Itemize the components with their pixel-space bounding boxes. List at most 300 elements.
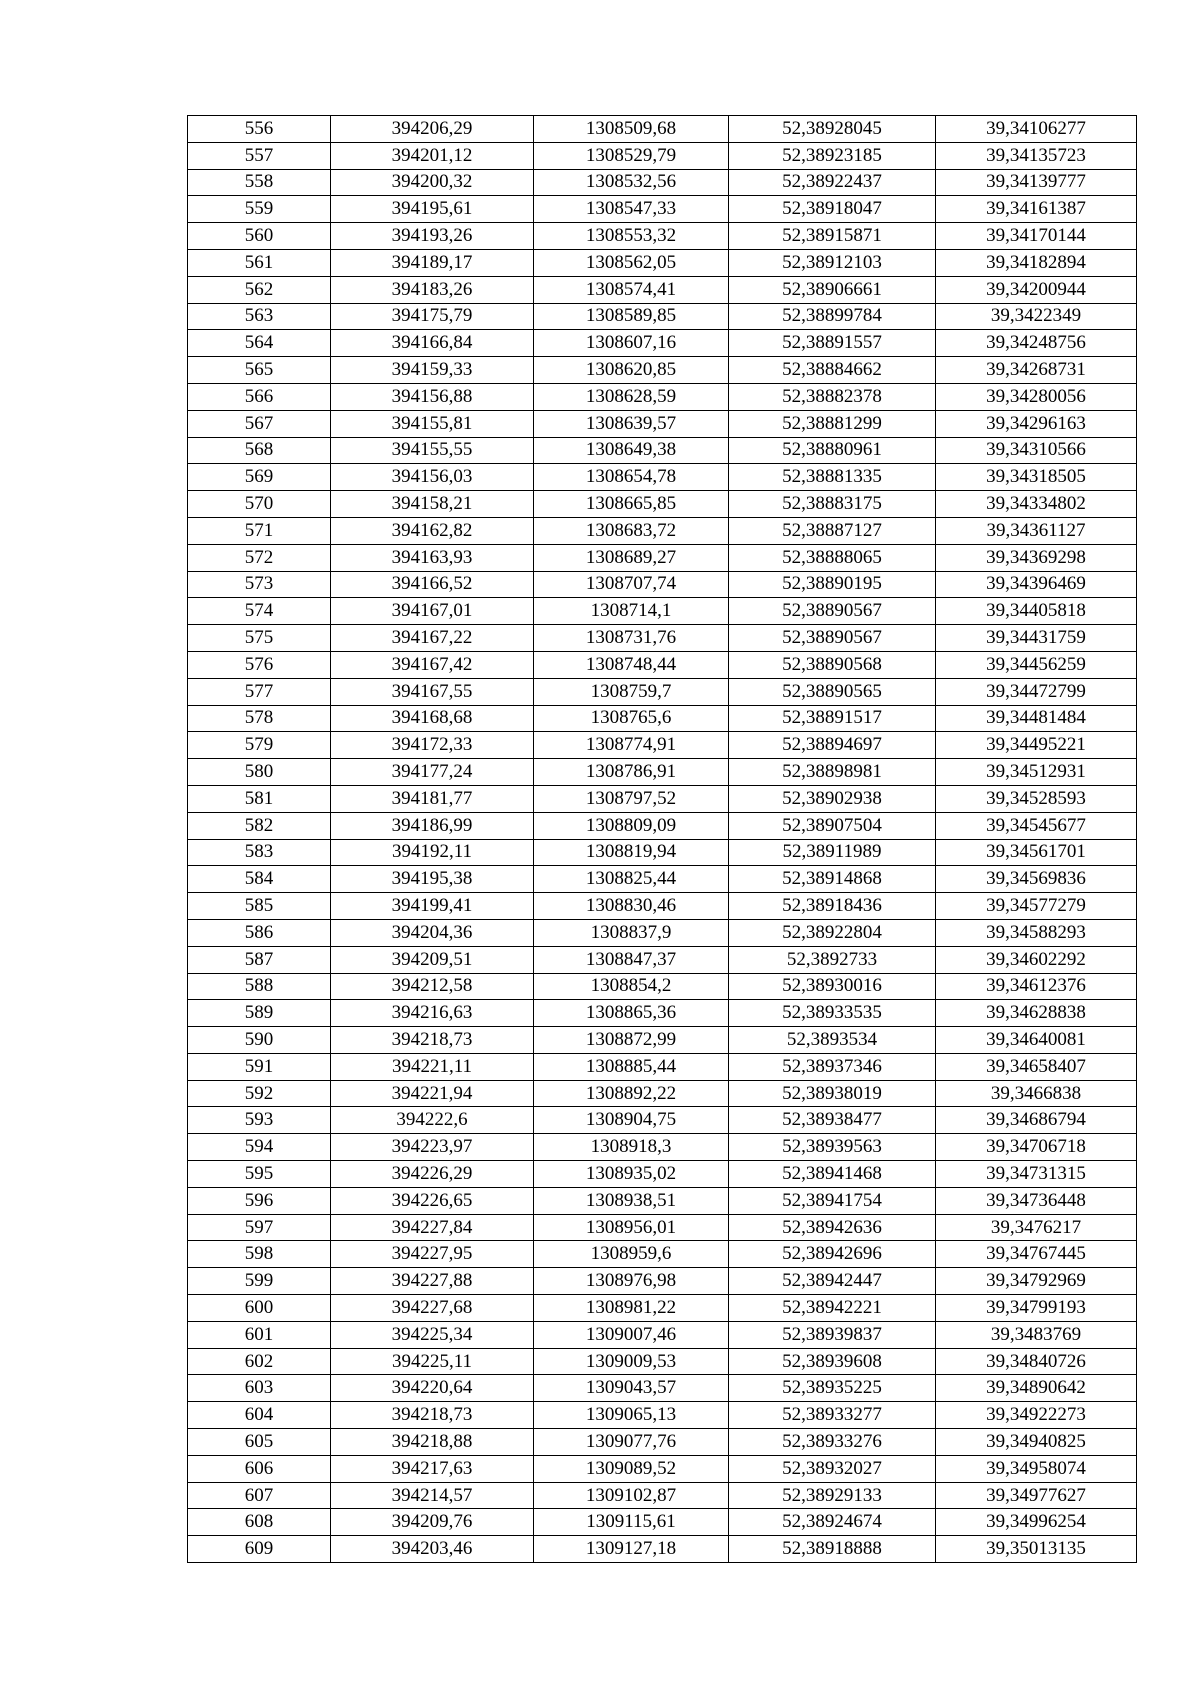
table-row — [188, 1509, 1137, 1536]
point-number-cell: 564 — [188, 330, 331, 357]
x-coordinate-cell: 394155,55 — [331, 437, 534, 464]
y-coordinate-cell: 1309102,87 — [534, 1482, 729, 1509]
latitude-cell: 52,38880961 — [729, 437, 936, 464]
point-number-cell: 575 — [188, 625, 331, 652]
longitude-cell: 39,34602292 — [936, 946, 1137, 973]
latitude-cell: 52,38924674 — [729, 1509, 936, 1536]
latitude-cell: 52,38930016 — [729, 973, 936, 1000]
latitude-cell: 52,38918047 — [729, 196, 936, 223]
x-coordinate-cell: 394227,88 — [331, 1268, 534, 1295]
longitude-cell: 39,34569836 — [936, 866, 1137, 893]
x-coordinate-cell: 394156,88 — [331, 383, 534, 410]
x-coordinate-cell: 394227,95 — [331, 1241, 534, 1268]
point-number-cell: 586 — [188, 919, 331, 946]
longitude-cell: 39,34686794 — [936, 1107, 1137, 1134]
y-coordinate-cell: 1308830,46 — [534, 893, 729, 920]
x-coordinate-cell: 394159,33 — [331, 357, 534, 384]
point-number-cell: 578 — [188, 705, 331, 732]
y-coordinate-cell: 1308639,57 — [534, 410, 729, 437]
point-number-cell: 580 — [188, 759, 331, 786]
latitude-cell: 52,38898981 — [729, 759, 936, 786]
longitude-cell: 39,34640081 — [936, 1027, 1137, 1054]
point-number-cell: 598 — [188, 1241, 331, 1268]
table-row — [188, 651, 1137, 678]
table-row — [188, 1321, 1137, 1348]
longitude-cell: 39,34588293 — [936, 919, 1137, 946]
y-coordinate-cell: 1309009,53 — [534, 1348, 729, 1375]
point-number-cell: 556 — [188, 116, 331, 143]
x-coordinate-cell: 394175,79 — [331, 303, 534, 330]
latitude-cell: 52,38918888 — [729, 1536, 936, 1563]
point-number-cell: 561 — [188, 249, 331, 276]
latitude-cell: 52,38891557 — [729, 330, 936, 357]
x-coordinate-cell: 394212,58 — [331, 973, 534, 1000]
x-coordinate-cell: 394189,17 — [331, 249, 534, 276]
x-coordinate-cell: 394222,6 — [331, 1107, 534, 1134]
y-coordinate-cell: 1308607,16 — [534, 330, 729, 357]
x-coordinate-cell: 394163,93 — [331, 544, 534, 571]
longitude-cell: 39,3422349 — [936, 303, 1137, 330]
table-row — [188, 357, 1137, 384]
latitude-cell: 52,38890567 — [729, 598, 936, 625]
x-coordinate-cell: 394155,81 — [331, 410, 534, 437]
point-number-cell: 577 — [188, 678, 331, 705]
table-row — [188, 759, 1137, 786]
x-coordinate-cell: 394167,42 — [331, 651, 534, 678]
y-coordinate-cell: 1308654,78 — [534, 464, 729, 491]
longitude-cell: 39,34106277 — [936, 116, 1137, 143]
x-coordinate-cell: 394221,94 — [331, 1080, 534, 1107]
point-number-cell: 605 — [188, 1429, 331, 1456]
latitude-cell: 52,38890565 — [729, 678, 936, 705]
table-row — [188, 383, 1137, 410]
latitude-cell: 52,3892733 — [729, 946, 936, 973]
longitude-cell: 39,34840726 — [936, 1348, 1137, 1375]
point-number-cell: 579 — [188, 732, 331, 759]
y-coordinate-cell: 1308589,85 — [534, 303, 729, 330]
longitude-cell: 39,34958074 — [936, 1455, 1137, 1482]
longitude-cell: 39,34182894 — [936, 249, 1137, 276]
longitude-cell: 39,34139777 — [936, 169, 1137, 196]
table-row — [188, 1214, 1137, 1241]
y-coordinate-cell: 1308683,72 — [534, 517, 729, 544]
latitude-cell: 52,38939563 — [729, 1134, 936, 1161]
longitude-cell: 39,34512931 — [936, 759, 1137, 786]
longitude-cell: 39,34528593 — [936, 785, 1137, 812]
x-coordinate-cell: 394166,84 — [331, 330, 534, 357]
latitude-cell: 52,38922804 — [729, 919, 936, 946]
table-row — [188, 249, 1137, 276]
y-coordinate-cell: 1308976,98 — [534, 1268, 729, 1295]
table-row — [188, 116, 1137, 143]
latitude-cell: 52,38929133 — [729, 1482, 936, 1509]
x-coordinate-cell: 394225,11 — [331, 1348, 534, 1375]
latitude-cell: 52,38933277 — [729, 1402, 936, 1429]
longitude-cell: 39,35013135 — [936, 1536, 1137, 1563]
table-row — [188, 839, 1137, 866]
point-number-cell: 563 — [188, 303, 331, 330]
latitude-cell: 52,38907504 — [729, 812, 936, 839]
longitude-cell: 39,3483769 — [936, 1321, 1137, 1348]
table-row — [188, 276, 1137, 303]
longitude-cell: 39,34369298 — [936, 544, 1137, 571]
latitude-cell: 52,38882378 — [729, 383, 936, 410]
longitude-cell: 39,34361127 — [936, 517, 1137, 544]
longitude-cell: 39,34268731 — [936, 357, 1137, 384]
table-row — [188, 571, 1137, 598]
latitude-cell: 52,38932027 — [729, 1455, 936, 1482]
longitude-cell: 39,34396469 — [936, 571, 1137, 598]
table-row — [188, 1241, 1137, 1268]
y-coordinate-cell: 1308628,59 — [534, 383, 729, 410]
latitude-cell: 52,38928045 — [729, 116, 936, 143]
latitude-cell: 52,38941468 — [729, 1161, 936, 1188]
x-coordinate-cell: 394177,24 — [331, 759, 534, 786]
point-number-cell: 562 — [188, 276, 331, 303]
y-coordinate-cell: 1308981,22 — [534, 1295, 729, 1322]
longitude-cell: 39,34792969 — [936, 1268, 1137, 1295]
table-row — [188, 785, 1137, 812]
table-row — [188, 1107, 1137, 1134]
longitude-cell: 39,34296163 — [936, 410, 1137, 437]
x-coordinate-cell: 394221,11 — [331, 1053, 534, 1080]
latitude-cell: 52,38891517 — [729, 705, 936, 732]
longitude-cell: 39,34431759 — [936, 625, 1137, 652]
point-number-cell: 601 — [188, 1321, 331, 1348]
point-number-cell: 576 — [188, 651, 331, 678]
table-row — [188, 1402, 1137, 1429]
x-coordinate-cell: 394226,65 — [331, 1187, 534, 1214]
point-number-cell: 583 — [188, 839, 331, 866]
latitude-cell: 52,3893534 — [729, 1027, 936, 1054]
y-coordinate-cell: 1308509,68 — [534, 116, 729, 143]
latitude-cell: 52,38887127 — [729, 517, 936, 544]
latitude-cell: 52,38922437 — [729, 169, 936, 196]
table-row — [188, 625, 1137, 652]
latitude-cell: 52,38942221 — [729, 1295, 936, 1322]
table-row — [188, 1536, 1137, 1563]
y-coordinate-cell: 1309127,18 — [534, 1536, 729, 1563]
y-coordinate-cell: 1308935,02 — [534, 1161, 729, 1188]
point-number-cell: 570 — [188, 491, 331, 518]
y-coordinate-cell: 1308765,6 — [534, 705, 729, 732]
longitude-cell: 39,34310566 — [936, 437, 1137, 464]
y-coordinate-cell: 1308885,44 — [534, 1053, 729, 1080]
latitude-cell: 52,38884662 — [729, 357, 936, 384]
x-coordinate-cell: 394167,22 — [331, 625, 534, 652]
latitude-cell: 52,38902938 — [729, 785, 936, 812]
longitude-cell: 39,34767445 — [936, 1241, 1137, 1268]
point-number-cell: 604 — [188, 1402, 331, 1429]
latitude-cell: 52,38888065 — [729, 544, 936, 571]
longitude-cell: 39,34161387 — [936, 196, 1137, 223]
longitude-cell: 39,34545677 — [936, 812, 1137, 839]
longitude-cell: 39,34456259 — [936, 651, 1137, 678]
point-number-cell: 567 — [188, 410, 331, 437]
longitude-cell: 39,34495221 — [936, 732, 1137, 759]
longitude-cell: 39,34736448 — [936, 1187, 1137, 1214]
point-number-cell: 565 — [188, 357, 331, 384]
longitude-cell: 39,34922273 — [936, 1402, 1137, 1429]
x-coordinate-cell: 394217,63 — [331, 1455, 534, 1482]
longitude-cell: 39,34200944 — [936, 276, 1137, 303]
longitude-cell: 39,34135723 — [936, 142, 1137, 169]
x-coordinate-cell: 394162,82 — [331, 517, 534, 544]
latitude-cell: 52,38911989 — [729, 839, 936, 866]
table-row — [188, 223, 1137, 250]
table-row — [188, 973, 1137, 1000]
y-coordinate-cell: 1309089,52 — [534, 1455, 729, 1482]
longitude-cell: 39,34706718 — [936, 1134, 1137, 1161]
y-coordinate-cell: 1308562,05 — [534, 249, 729, 276]
latitude-cell: 52,38918436 — [729, 893, 936, 920]
table-row — [188, 1429, 1137, 1456]
table-row — [188, 1080, 1137, 1107]
point-number-cell: 559 — [188, 196, 331, 223]
table-row — [188, 678, 1137, 705]
table-row — [188, 330, 1137, 357]
x-coordinate-cell: 394199,41 — [331, 893, 534, 920]
y-coordinate-cell: 1308731,76 — [534, 625, 729, 652]
latitude-cell: 52,38923185 — [729, 142, 936, 169]
y-coordinate-cell: 1308649,38 — [534, 437, 729, 464]
point-number-cell: 573 — [188, 571, 331, 598]
y-coordinate-cell: 1308825,44 — [534, 866, 729, 893]
longitude-cell: 39,34996254 — [936, 1509, 1137, 1536]
longitude-cell: 39,34280056 — [936, 383, 1137, 410]
latitude-cell: 52,38883175 — [729, 491, 936, 518]
longitude-cell: 39,34334802 — [936, 491, 1137, 518]
latitude-cell: 52,38881335 — [729, 464, 936, 491]
latitude-cell: 52,38890568 — [729, 651, 936, 678]
latitude-cell: 52,38942696 — [729, 1241, 936, 1268]
latitude-cell: 52,38942447 — [729, 1268, 936, 1295]
x-coordinate-cell: 394223,97 — [331, 1134, 534, 1161]
x-coordinate-cell: 394214,57 — [331, 1482, 534, 1509]
longitude-cell: 39,34799193 — [936, 1295, 1137, 1322]
point-number-cell: 592 — [188, 1080, 331, 1107]
table-row — [188, 517, 1137, 544]
latitude-cell: 52,38890195 — [729, 571, 936, 598]
longitude-cell: 39,34561701 — [936, 839, 1137, 866]
y-coordinate-cell: 1308774,91 — [534, 732, 729, 759]
longitude-cell: 39,3476217 — [936, 1214, 1137, 1241]
point-number-cell: 591 — [188, 1053, 331, 1080]
y-coordinate-cell: 1308748,44 — [534, 651, 729, 678]
x-coordinate-cell: 394200,32 — [331, 169, 534, 196]
table-row — [188, 1053, 1137, 1080]
x-coordinate-cell: 394168,68 — [331, 705, 534, 732]
table-row — [188, 705, 1137, 732]
latitude-cell: 52,38914868 — [729, 866, 936, 893]
table-row — [188, 544, 1137, 571]
latitude-cell: 52,38894697 — [729, 732, 936, 759]
longitude-cell: 39,34318505 — [936, 464, 1137, 491]
point-number-cell: 572 — [188, 544, 331, 571]
y-coordinate-cell: 1308938,51 — [534, 1187, 729, 1214]
point-number-cell: 589 — [188, 1000, 331, 1027]
y-coordinate-cell: 1308786,91 — [534, 759, 729, 786]
table-row — [188, 893, 1137, 920]
longitude-cell: 39,34628838 — [936, 1000, 1137, 1027]
x-coordinate-cell: 394186,99 — [331, 812, 534, 839]
latitude-cell: 52,38939837 — [729, 1321, 936, 1348]
point-number-cell: 593 — [188, 1107, 331, 1134]
x-coordinate-cell: 394193,26 — [331, 223, 534, 250]
longitude-cell: 39,34472799 — [936, 678, 1137, 705]
point-number-cell: 590 — [188, 1027, 331, 1054]
y-coordinate-cell: 1308959,6 — [534, 1241, 729, 1268]
x-coordinate-cell: 394226,29 — [331, 1161, 534, 1188]
latitude-cell: 52,38899784 — [729, 303, 936, 330]
point-number-cell: 558 — [188, 169, 331, 196]
latitude-cell: 52,38933535 — [729, 1000, 936, 1027]
longitude-cell: 39,34577279 — [936, 893, 1137, 920]
y-coordinate-cell: 1308819,94 — [534, 839, 729, 866]
point-number-cell: 603 — [188, 1375, 331, 1402]
x-coordinate-cell: 394204,36 — [331, 919, 534, 946]
y-coordinate-cell: 1309077,76 — [534, 1429, 729, 1456]
table-row — [188, 1134, 1137, 1161]
point-number-cell: 568 — [188, 437, 331, 464]
table-row — [188, 1268, 1137, 1295]
table-row — [188, 1161, 1137, 1188]
point-number-cell: 607 — [188, 1482, 331, 1509]
point-number-cell: 599 — [188, 1268, 331, 1295]
table-row — [188, 1375, 1137, 1402]
y-coordinate-cell: 1309115,61 — [534, 1509, 729, 1536]
point-number-cell: 582 — [188, 812, 331, 839]
x-coordinate-cell: 394227,84 — [331, 1214, 534, 1241]
longitude-cell: 39,34977627 — [936, 1482, 1137, 1509]
x-coordinate-cell: 394218,73 — [331, 1027, 534, 1054]
y-coordinate-cell: 1309065,13 — [534, 1402, 729, 1429]
y-coordinate-cell: 1309043,57 — [534, 1375, 729, 1402]
point-number-cell: 608 — [188, 1509, 331, 1536]
x-coordinate-cell: 394225,34 — [331, 1321, 534, 1348]
point-number-cell: 602 — [188, 1348, 331, 1375]
y-coordinate-cell: 1308809,09 — [534, 812, 729, 839]
latitude-cell: 52,38935225 — [729, 1375, 936, 1402]
longitude-cell: 39,34940825 — [936, 1429, 1137, 1456]
point-number-cell: 557 — [188, 142, 331, 169]
table-row — [188, 1482, 1137, 1509]
y-coordinate-cell: 1308918,3 — [534, 1134, 729, 1161]
point-number-cell: 581 — [188, 785, 331, 812]
x-coordinate-cell: 394218,88 — [331, 1429, 534, 1456]
y-coordinate-cell: 1308547,33 — [534, 196, 729, 223]
table-row — [188, 437, 1137, 464]
longitude-cell: 39,34170144 — [936, 223, 1137, 250]
x-coordinate-cell: 394203,46 — [331, 1536, 534, 1563]
y-coordinate-cell: 1308665,85 — [534, 491, 729, 518]
longitude-cell: 39,34481484 — [936, 705, 1137, 732]
point-number-cell: 571 — [188, 517, 331, 544]
latitude-cell: 52,38915871 — [729, 223, 936, 250]
x-coordinate-cell: 394216,63 — [331, 1000, 534, 1027]
x-coordinate-cell: 394183,26 — [331, 276, 534, 303]
table-row — [188, 196, 1137, 223]
table-row — [188, 732, 1137, 759]
x-coordinate-cell: 394172,33 — [331, 732, 534, 759]
y-coordinate-cell: 1308837,9 — [534, 919, 729, 946]
point-number-cell: 587 — [188, 946, 331, 973]
point-number-cell: 595 — [188, 1161, 331, 1188]
x-coordinate-cell: 394156,03 — [331, 464, 534, 491]
point-number-cell: 596 — [188, 1187, 331, 1214]
y-coordinate-cell: 1308847,37 — [534, 946, 729, 973]
y-coordinate-cell: 1308689,27 — [534, 544, 729, 571]
y-coordinate-cell: 1308529,79 — [534, 142, 729, 169]
y-coordinate-cell: 1308574,41 — [534, 276, 729, 303]
y-coordinate-cell: 1308904,75 — [534, 1107, 729, 1134]
x-coordinate-cell: 394195,38 — [331, 866, 534, 893]
x-coordinate-cell: 394227,68 — [331, 1295, 534, 1322]
latitude-cell: 52,38939608 — [729, 1348, 936, 1375]
x-coordinate-cell: 394206,29 — [331, 116, 534, 143]
x-coordinate-cell: 394167,01 — [331, 598, 534, 625]
coordinates-table-body — [188, 116, 1137, 1563]
y-coordinate-cell: 1308759,7 — [534, 678, 729, 705]
y-coordinate-cell: 1308854,2 — [534, 973, 729, 1000]
table-row — [188, 866, 1137, 893]
point-number-cell: 585 — [188, 893, 331, 920]
point-number-cell: 574 — [188, 598, 331, 625]
latitude-cell: 52,38938477 — [729, 1107, 936, 1134]
longitude-cell: 39,34658407 — [936, 1053, 1137, 1080]
point-number-cell: 588 — [188, 973, 331, 1000]
y-coordinate-cell: 1309007,46 — [534, 1321, 729, 1348]
longitude-cell: 39,34248756 — [936, 330, 1137, 357]
point-number-cell: 566 — [188, 383, 331, 410]
x-coordinate-cell: 394181,77 — [331, 785, 534, 812]
table-row — [188, 946, 1137, 973]
point-number-cell: 600 — [188, 1295, 331, 1322]
y-coordinate-cell: 1308620,85 — [534, 357, 729, 384]
table-row — [188, 464, 1137, 491]
x-coordinate-cell: 394158,21 — [331, 491, 534, 518]
latitude-cell: 52,38942636 — [729, 1214, 936, 1241]
longitude-cell: 39,34612376 — [936, 973, 1137, 1000]
table-row — [188, 1000, 1137, 1027]
table-row — [188, 142, 1137, 169]
point-number-cell: 597 — [188, 1214, 331, 1241]
longitude-cell: 39,34405818 — [936, 598, 1137, 625]
point-number-cell: 609 — [188, 1536, 331, 1563]
x-coordinate-cell: 394218,73 — [331, 1402, 534, 1429]
table-row — [188, 1027, 1137, 1054]
point-number-cell: 560 — [188, 223, 331, 250]
y-coordinate-cell: 1308865,36 — [534, 1000, 729, 1027]
latitude-cell: 52,38881299 — [729, 410, 936, 437]
y-coordinate-cell: 1308797,52 — [534, 785, 729, 812]
table-row — [188, 598, 1137, 625]
latitude-cell: 52,38937346 — [729, 1053, 936, 1080]
x-coordinate-cell: 394166,52 — [331, 571, 534, 598]
table-row — [188, 491, 1137, 518]
longitude-cell: 39,34890642 — [936, 1375, 1137, 1402]
latitude-cell: 52,38906661 — [729, 276, 936, 303]
y-coordinate-cell: 1308707,74 — [534, 571, 729, 598]
table-row — [188, 1187, 1137, 1214]
x-coordinate-cell: 394167,55 — [331, 678, 534, 705]
latitude-cell: 52,38933276 — [729, 1429, 936, 1456]
coordinates-table — [187, 115, 1137, 1563]
y-coordinate-cell: 1308872,99 — [534, 1027, 729, 1054]
longitude-cell: 39,3466838 — [936, 1080, 1137, 1107]
table-row — [188, 1348, 1137, 1375]
x-coordinate-cell: 394195,61 — [331, 196, 534, 223]
